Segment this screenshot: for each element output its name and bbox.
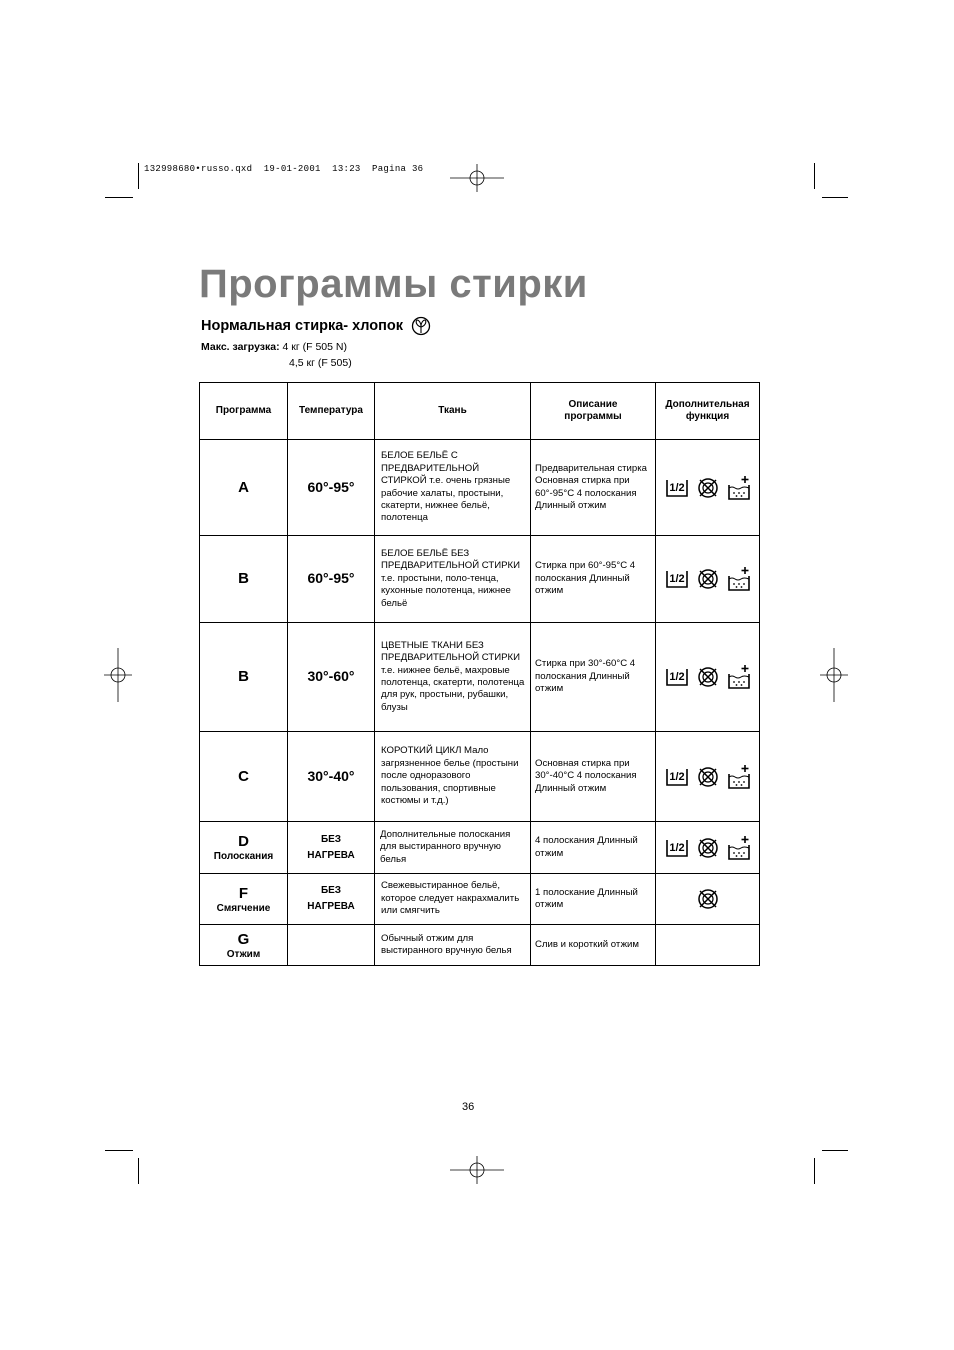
extra-functions-cell xyxy=(656,536,760,623)
crop-mark xyxy=(822,1150,848,1151)
program-letter: B xyxy=(238,668,249,685)
empty-temperature-cell xyxy=(288,925,375,966)
description-cell: Стирка при 60°-95°С 4 полоскания Длинный отжим xyxy=(531,536,656,623)
extra-functions-cell xyxy=(656,440,760,536)
extra-rinse-icon xyxy=(727,764,751,790)
table-row xyxy=(200,440,760,536)
table-row xyxy=(200,874,760,925)
extra-rinse-icon xyxy=(727,475,751,501)
description-cell: Основная стирка при 30°-40°С 4 полоскания Длинный отжим xyxy=(531,732,656,822)
program-letter: G xyxy=(237,930,250,948)
max-load-block xyxy=(201,339,352,371)
program-letter: D xyxy=(238,833,249,850)
subtitle-text: Нормальная стирка- хлопок xyxy=(201,318,403,334)
half-load-icon xyxy=(665,477,689,499)
program-temperature: 30°-60° xyxy=(307,668,355,684)
fabric-cell: Обычный отжим для выстиранного вручную белья xyxy=(375,925,531,966)
registration-mark-top xyxy=(450,164,504,192)
half-load-icon xyxy=(665,568,689,590)
half-load-label: 1/2 xyxy=(668,573,685,585)
max-load-value-2: 4,5 кг (F 505) xyxy=(289,357,352,369)
extra-functions-cell xyxy=(656,732,760,822)
program-letter: C xyxy=(238,767,249,785)
program-name: Смягчение xyxy=(216,902,271,914)
programs-table xyxy=(199,382,760,966)
crop-mark xyxy=(822,197,848,198)
crop-mark xyxy=(138,1158,139,1184)
fabric-cell: КОРОТКИЙ ЦИКЛ Мало загрязненное белье (простыни после одноразового пользования, спортивные костюмы и т.д.) xyxy=(375,732,531,822)
no-heat-line1: БЕЗ xyxy=(320,833,342,845)
extra-rinse-icon xyxy=(727,835,751,861)
fabric-cell: Дополнительные полоскания для выстиранного вручную белья xyxy=(375,822,531,874)
program-name: Полоскания xyxy=(213,851,274,862)
max-load-label: Макс. загрузка: xyxy=(201,341,280,353)
half-load-label: 1/2 xyxy=(668,770,685,783)
program-temperature: 60°-95° xyxy=(307,570,355,586)
col-header-temperature: Температура xyxy=(288,383,375,440)
no-heat-line2: НАГРЕВА xyxy=(307,901,355,912)
page-title: Программы стирки xyxy=(199,262,588,306)
no-spin-icon xyxy=(697,568,719,590)
section-subtitle xyxy=(201,316,431,336)
no-spin-icon xyxy=(697,666,719,688)
table-row xyxy=(200,732,760,822)
table-row xyxy=(200,822,760,874)
no-heat-line1: БЕЗ xyxy=(320,885,342,896)
half-load-icon xyxy=(665,766,689,788)
half-load-icon xyxy=(665,837,689,859)
table-header-row xyxy=(200,383,760,440)
no-heat-line2: НАГРЕВА xyxy=(307,849,355,861)
crop-mark xyxy=(138,163,139,189)
extra-rinse-icon xyxy=(727,664,751,690)
fabric-cell: ЦВЕТНЫЕ ТКАНИ БЕЗ ПРЕДВАРИТЕЛЬНОЙ СТИРКИ т.е. нижнее бельё, махровые полотенца, скатерти, полотенца для рук, простыни, рубашки, блузы xyxy=(375,623,531,732)
no-spin-icon xyxy=(697,837,719,859)
no-spin-icon xyxy=(697,766,719,788)
crop-mark xyxy=(105,1150,133,1151)
fabric-cell: БЕЛОЕ БЕЛЬЁ БЕЗ ПРЕДВАРИТЕЛЬНОЙ СТИРКИ т.е. простыни, поло-тенца, кухонные полотенца, нижнее бельё xyxy=(375,536,531,623)
extra-functions-cell xyxy=(656,874,760,925)
extra-functions-cell xyxy=(656,822,760,874)
crop-mark xyxy=(814,1158,815,1184)
table-row xyxy=(200,925,760,966)
col-header-fabric: Ткань xyxy=(375,383,531,440)
max-load-value-1: 4 кг (F 505 N) xyxy=(282,341,347,353)
col-header-extra-function: Дополнительная функция xyxy=(656,383,760,440)
description-cell: 1 полоскание Длинный отжим xyxy=(531,874,656,925)
registration-mark-right xyxy=(820,648,848,702)
description-cell: 4 полоскания Длинный отжим xyxy=(531,822,656,874)
program-temperature: 60°-95° xyxy=(307,478,355,495)
no-spin-icon xyxy=(697,888,719,910)
program-temperature: 30°-40° xyxy=(307,767,355,784)
table-row xyxy=(200,623,760,732)
crop-mark xyxy=(105,197,133,198)
print-slug: 132998680•russo.qxd 19-01-2001 13:23 Pagina 36 xyxy=(144,164,424,174)
program-name: Отжим xyxy=(226,948,261,960)
description-cell: Предварительная стирка Основная стирка при 60°-95°С 4 полоскания Длинный отжим xyxy=(531,440,656,536)
table-row xyxy=(200,536,760,623)
registration-mark-left xyxy=(104,648,132,702)
extra-rinse-icon xyxy=(727,566,751,592)
half-load-icon xyxy=(665,666,689,688)
program-letter: B xyxy=(238,570,249,587)
col-header-program: Программа xyxy=(200,383,288,440)
fabric-cell: БЕЛОЕ БЕЛЬЁ С ПРЕДВАРИТЕЛЬНОЙ СТИРКОЙ т.е. очень грязные рабочие халаты, простыни, скатерти, нижнее бельё, полотенца xyxy=(375,440,531,536)
program-letter: F xyxy=(238,884,249,902)
half-load-label: 1/2 xyxy=(668,481,685,494)
extra-functions-cell xyxy=(656,623,760,732)
extra-functions-cell xyxy=(656,925,760,966)
crop-mark xyxy=(814,163,815,189)
col-header-description: Описание программы xyxy=(531,383,656,440)
page-number: 36 xyxy=(462,1101,475,1113)
cotton-icon xyxy=(411,316,431,336)
program-letter: A xyxy=(238,478,249,496)
registration-mark-bottom xyxy=(450,1156,504,1184)
fabric-cell: Свежевыстиранное бельё, которое следует накрахмалить или смягчить xyxy=(375,874,531,925)
no-spin-icon xyxy=(697,477,719,499)
half-load-label: 1/2 xyxy=(668,671,685,683)
description-cell: Стирка при 30°-60°С 4 полоскания Длинный отжим xyxy=(531,623,656,732)
description-cell: Слив и короткий отжим xyxy=(531,925,656,966)
half-load-label: 1/2 xyxy=(668,841,685,854)
